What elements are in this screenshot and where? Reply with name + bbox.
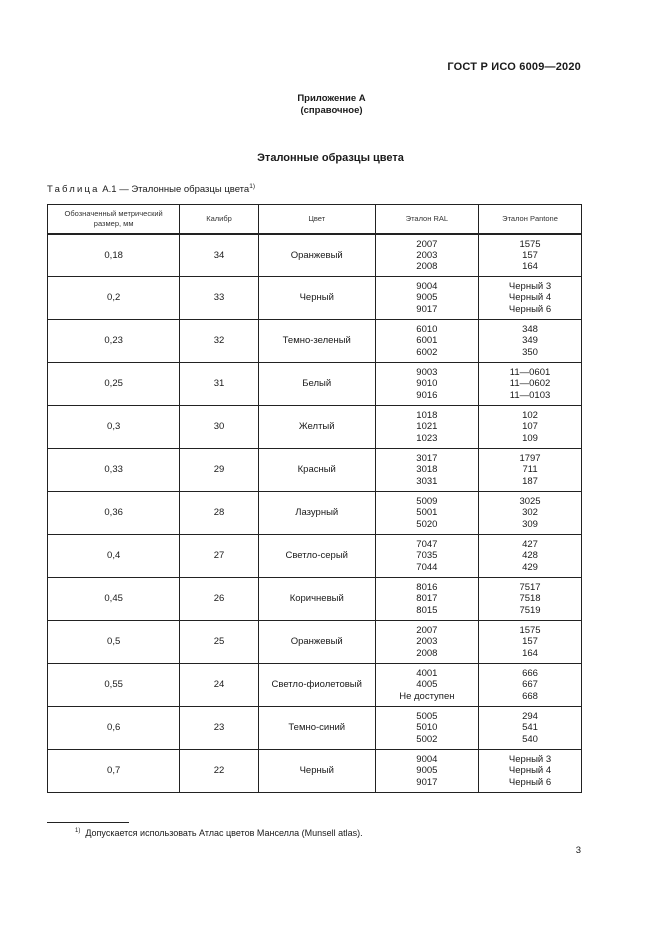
table-row bbox=[48, 363, 582, 406]
cell-pantone-value: 7519 bbox=[519, 604, 541, 616]
cell-pantone-value: 348 bbox=[522, 324, 538, 336]
cell-ral-value: 6002 bbox=[416, 346, 438, 358]
footnote bbox=[75, 828, 363, 838]
table-caption-label: Таблица bbox=[47, 184, 100, 195]
cell-ral-value: 3031 bbox=[416, 475, 438, 487]
cell-size: 0,36 bbox=[48, 492, 180, 535]
cell-pantone-value: Черный 3 bbox=[508, 754, 552, 766]
cell-ral-value: Не доступен bbox=[399, 690, 455, 702]
cell-color: Лазурный bbox=[258, 492, 375, 535]
cell-size: 0,45 bbox=[48, 578, 180, 621]
table-header-row bbox=[48, 205, 582, 235]
cell-size: 0,23 bbox=[48, 320, 180, 363]
cell-ral-value: 5020 bbox=[416, 518, 438, 530]
cell-ral-value: 6010 bbox=[416, 324, 438, 336]
cell-ral bbox=[375, 664, 478, 707]
cell-ral-value: 1021 bbox=[416, 421, 438, 433]
cell-pantone-value: 11—0602 bbox=[509, 378, 551, 390]
cell-ral-value: 8016 bbox=[416, 582, 438, 594]
cell-pantone-value: 667 bbox=[522, 679, 538, 691]
appendix-heading bbox=[0, 93, 661, 117]
cell-ral bbox=[375, 406, 478, 449]
cell-color: Оранжевый bbox=[258, 621, 375, 664]
cell-ral-value: 5010 bbox=[416, 722, 438, 734]
cell-ral bbox=[375, 449, 478, 492]
cell-pantone-value: 427 bbox=[522, 539, 538, 551]
cell-ral-value: 5009 bbox=[416, 496, 438, 508]
cell-color: Оранжевый bbox=[258, 234, 375, 277]
cell-pantone-value: 157 bbox=[522, 249, 538, 261]
cell-ral-value: 2008 bbox=[416, 261, 438, 273]
cell-pantone-value: 3025 bbox=[519, 496, 541, 508]
table-row bbox=[48, 578, 582, 621]
footnote-divider bbox=[47, 822, 129, 823]
appendix-subtitle: (справочное) bbox=[300, 105, 363, 116]
cell-color: Белый bbox=[258, 363, 375, 406]
cell-pantone-value: Черный 3 bbox=[508, 281, 552, 293]
table-row bbox=[48, 535, 582, 578]
cell-pantone-value: Черный 4 bbox=[508, 765, 552, 777]
cell-pantone-value: 157 bbox=[522, 636, 538, 648]
cell-pantone-value: 102 bbox=[522, 410, 538, 422]
cell-ral bbox=[375, 535, 478, 578]
section-title: Эталонные образцы цвета bbox=[257, 152, 404, 164]
cell-ral-value: 2003 bbox=[416, 249, 438, 261]
cell-pantone-value: 666 bbox=[522, 668, 538, 680]
cell-ral-value: 9003 bbox=[416, 367, 438, 379]
cell-color: Темно-зеленый bbox=[258, 320, 375, 363]
table-caption-footnote-ref: 1) bbox=[249, 183, 255, 190]
cell-pantone-value: 428 bbox=[522, 550, 538, 562]
cell-ral-value: 9005 bbox=[416, 765, 438, 777]
cell-pantone-value: 187 bbox=[522, 475, 538, 487]
cell-caliber: 31 bbox=[180, 363, 259, 406]
cell-ral bbox=[375, 277, 478, 320]
cell-pantone bbox=[479, 492, 582, 535]
cell-size: 0,25 bbox=[48, 363, 180, 406]
cell-ral-value: 6001 bbox=[416, 335, 438, 347]
cell-pantone-value: 1575 bbox=[519, 625, 541, 637]
cell-ral-value: 9017 bbox=[416, 776, 438, 788]
cell-pantone-value: Черный 4 bbox=[508, 292, 552, 304]
cell-pantone-value: 164 bbox=[522, 647, 538, 659]
cell-pantone-value: 164 bbox=[522, 261, 538, 273]
cell-color: Коричневый bbox=[258, 578, 375, 621]
cell-size: 0,18 bbox=[48, 234, 180, 277]
cell-ral-value: 8015 bbox=[416, 604, 438, 616]
header-color: Цвет bbox=[258, 205, 375, 235]
cell-ral-value: 7044 bbox=[416, 561, 438, 573]
cell-ral bbox=[375, 363, 478, 406]
cell-pantone-value: 109 bbox=[522, 432, 538, 444]
cell-ral bbox=[375, 621, 478, 664]
cell-size: 0,4 bbox=[48, 535, 180, 578]
footnote-marker: 1) bbox=[75, 828, 81, 834]
cell-ral-value: 8017 bbox=[416, 593, 438, 605]
cell-ral-value: 4001 bbox=[416, 668, 438, 680]
cell-pantone-value: 711 bbox=[522, 464, 538, 476]
cell-caliber: 24 bbox=[180, 664, 259, 707]
table-body bbox=[48, 234, 582, 793]
cell-pantone-value: 1797 bbox=[519, 453, 541, 465]
cell-pantone-value: 7518 bbox=[519, 593, 541, 605]
cell-pantone-value: 11—0103 bbox=[509, 389, 551, 401]
table-caption-text: А.1 — Эталонные образцы цвета bbox=[102, 184, 250, 195]
table-row bbox=[48, 750, 582, 793]
cell-pantone-value: 541 bbox=[522, 722, 538, 734]
cell-ral-value: 9016 bbox=[416, 389, 438, 401]
cell-size: 0,5 bbox=[48, 621, 180, 664]
footnote-text: Допускается использовать Атлас цветов Манселла (Munsell atlas). bbox=[85, 828, 363, 838]
table-row bbox=[48, 621, 582, 664]
cell-size: 0,3 bbox=[48, 406, 180, 449]
cell-ral bbox=[375, 750, 478, 793]
table-caption bbox=[47, 183, 255, 195]
cell-ral-value: 7035 bbox=[416, 550, 438, 562]
color-reference-table bbox=[47, 204, 582, 793]
cell-pantone-value: 429 bbox=[522, 561, 538, 573]
cell-ral bbox=[375, 578, 478, 621]
table-row bbox=[48, 277, 582, 320]
cell-ral-value: 5001 bbox=[416, 507, 438, 519]
cell-ral-value: 1018 bbox=[416, 410, 438, 422]
cell-pantone bbox=[479, 234, 582, 277]
cell-pantone-value: 11—0601 bbox=[509, 367, 551, 379]
header-caliber: Калибр bbox=[180, 205, 259, 235]
cell-pantone-value: Черный 6 bbox=[508, 776, 552, 788]
table-row bbox=[48, 234, 582, 277]
cell-pantone bbox=[479, 535, 582, 578]
cell-ral-value: 2003 bbox=[416, 636, 438, 648]
cell-ral-value: 9017 bbox=[416, 303, 438, 315]
header-ral: Эталон RAL bbox=[375, 205, 478, 235]
cell-color: Светло-фиолетовый bbox=[258, 664, 375, 707]
cell-ral bbox=[375, 320, 478, 363]
table-row bbox=[48, 707, 582, 750]
cell-pantone-value: 294 bbox=[522, 711, 538, 723]
cell-pantone-value: 1575 bbox=[519, 238, 541, 250]
cell-ral-value: 1023 bbox=[416, 432, 438, 444]
header-pantone: Эталон Pantone bbox=[479, 205, 582, 235]
cell-caliber: 30 bbox=[180, 406, 259, 449]
appendix-title: Приложение А bbox=[297, 93, 366, 104]
cell-pantone bbox=[479, 707, 582, 750]
cell-caliber: 22 bbox=[180, 750, 259, 793]
cell-caliber: 32 bbox=[180, 320, 259, 363]
cell-ral bbox=[375, 707, 478, 750]
cell-pantone bbox=[479, 621, 582, 664]
cell-pantone-value: 302 bbox=[522, 507, 538, 519]
cell-caliber: 29 bbox=[180, 449, 259, 492]
cell-ral-value: 3018 bbox=[416, 464, 438, 476]
cell-size: 0,2 bbox=[48, 277, 180, 320]
cell-caliber: 26 bbox=[180, 578, 259, 621]
cell-pantone-value: 668 bbox=[522, 690, 538, 702]
cell-ral-value: 2007 bbox=[416, 238, 438, 250]
cell-ral-value: 9010 bbox=[416, 378, 438, 390]
cell-caliber: 28 bbox=[180, 492, 259, 535]
table-row bbox=[48, 320, 582, 363]
cell-pantone bbox=[479, 406, 582, 449]
table-row bbox=[48, 492, 582, 535]
cell-size: 0,55 bbox=[48, 664, 180, 707]
cell-color: Желтый bbox=[258, 406, 375, 449]
cell-pantone-value: 7517 bbox=[519, 582, 541, 594]
cell-caliber: 23 bbox=[180, 707, 259, 750]
cell-size: 0,7 bbox=[48, 750, 180, 793]
cell-color: Светло-серый bbox=[258, 535, 375, 578]
cell-ral bbox=[375, 492, 478, 535]
cell-pantone bbox=[479, 320, 582, 363]
cell-caliber: 33 bbox=[180, 277, 259, 320]
cell-pantone bbox=[479, 750, 582, 793]
cell-pantone-value: 350 bbox=[522, 346, 538, 358]
cell-color: Темно-синий bbox=[258, 707, 375, 750]
cell-ral-value: 5002 bbox=[416, 733, 438, 745]
cell-ral-value: 7047 bbox=[416, 539, 438, 551]
cell-pantone bbox=[479, 363, 582, 406]
cell-ral-value: 3017 bbox=[416, 453, 438, 465]
cell-pantone-value: 540 bbox=[522, 733, 538, 745]
cell-pantone-value: Черный 6 bbox=[508, 303, 552, 315]
cell-caliber: 25 bbox=[180, 621, 259, 664]
cell-ral-value: 9004 bbox=[416, 754, 438, 766]
cell-pantone-value: 349 bbox=[522, 335, 538, 347]
cell-ral-value: 9005 bbox=[416, 292, 438, 304]
table-row bbox=[48, 449, 582, 492]
cell-pantone bbox=[479, 449, 582, 492]
document-standard-number: ГОСТ Р ИСО 6009—2020 bbox=[447, 61, 581, 73]
cell-ral bbox=[375, 234, 478, 277]
cell-pantone-value: 107 bbox=[522, 421, 538, 433]
cell-ral-value: 2008 bbox=[416, 647, 438, 659]
cell-ral-value: 2007 bbox=[416, 625, 438, 637]
cell-color: Черный bbox=[258, 750, 375, 793]
cell-pantone bbox=[479, 578, 582, 621]
cell-caliber: 27 bbox=[180, 535, 259, 578]
cell-pantone bbox=[479, 277, 582, 320]
cell-color: Черный bbox=[258, 277, 375, 320]
header-size: Обозначенный метрический размер, мм bbox=[48, 205, 180, 235]
cell-pantone bbox=[479, 664, 582, 707]
table-row bbox=[48, 406, 582, 449]
cell-size: 0,33 bbox=[48, 449, 180, 492]
table-row bbox=[48, 664, 582, 707]
cell-color: Красный bbox=[258, 449, 375, 492]
cell-ral-value: 5005 bbox=[416, 711, 438, 723]
page-number: 3 bbox=[575, 845, 581, 856]
cell-size: 0,6 bbox=[48, 707, 180, 750]
cell-ral-value: 4005 bbox=[416, 679, 438, 691]
cell-caliber: 34 bbox=[180, 234, 259, 277]
cell-ral-value: 9004 bbox=[416, 281, 438, 293]
cell-pantone-value: 309 bbox=[522, 518, 538, 530]
